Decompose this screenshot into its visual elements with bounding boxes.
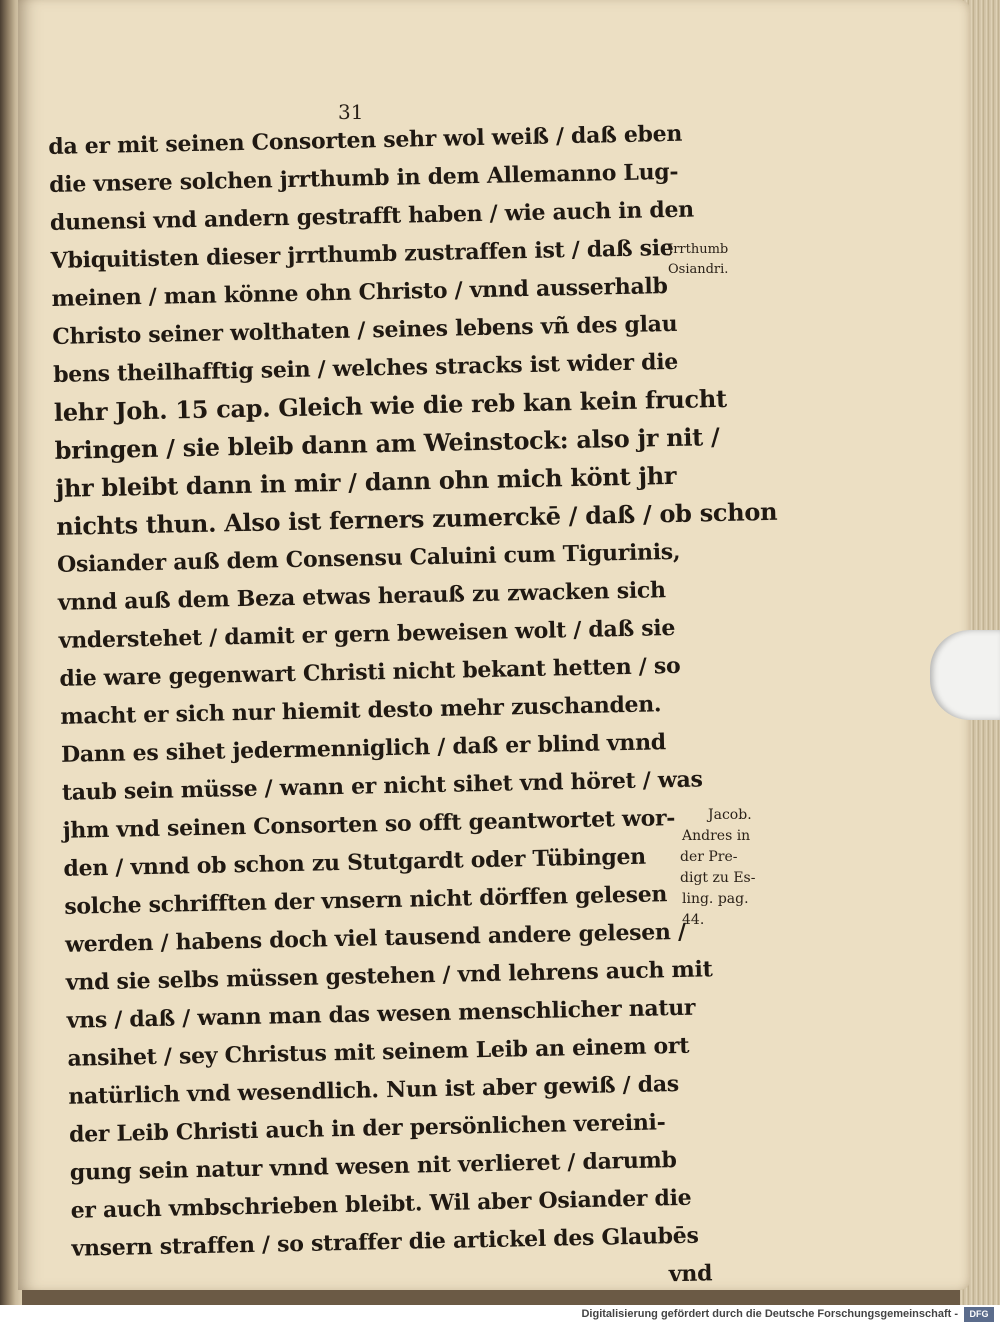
marginal-note-line: der Pre- [680, 849, 738, 865]
footer-bar [0, 1305, 1000, 1326]
text-line: solche schrifften der vnsern nicht dörffen gelesen [64, 881, 668, 920]
text-line: gung sein natur vnnd wesen nit verlieret / darumb [69, 1147, 677, 1186]
text-line: Christo seiner wolthaten / seines lebens vñ des glau [52, 310, 678, 350]
text-line: da er mit seinen Consorten sehr wol weiß / daß eben [48, 120, 683, 160]
text-line: jhm vnd seinen Consorten so offt geantwortet wor- [62, 805, 676, 844]
page-clip [930, 630, 1000, 720]
marginal-note-error [668, 240, 728, 280]
marginal-note-line: digt zu Es- [680, 870, 756, 886]
text-line: den / vnnd ob schon zu Stutgardt oder Tübingen [63, 843, 647, 882]
marginal-note-line: ling. pag. [682, 891, 749, 907]
text-line: Vbiquitisten dieser jrrthumb zustraffen ist / daß sie [50, 234, 674, 274]
text-line: die vnsere solchen jrrthumb in dem Allemanno Lug- [48, 158, 679, 198]
funding-credit: Digitalisierung gefördert durch die Deutsche Forschungsgemeinschaft - [581, 1308, 958, 1320]
text-line: macht er sich nur hiemit desto mehr zuschanden. [60, 691, 662, 730]
text-line: Dann es sihet jedermenniglich / daß er blind vnnd [60, 729, 667, 768]
marginal-note-line: Osiandri. [668, 262, 729, 277]
text-line: meinen / man könne ohn Christo / vnnd ausserhalb [51, 273, 668, 312]
text-line: Osiander auß dem Consensu Caluini cum Tigurinis, [56, 538, 681, 578]
text-line: lehr Joh. 15 cap. Gleich wie die reb kan kein frucht [53, 383, 728, 427]
page-number: 31 [338, 100, 364, 124]
marginal-note-reference [672, 805, 755, 931]
marginal-note-line: Jacob. [708, 807, 752, 823]
text-line: jhr bleibt dann in mir / dann ohn mich könt jhr [55, 460, 677, 503]
text-line: ansihet / sey Christus mit seinem Leib an einem ort [67, 1032, 690, 1072]
catchword: vnd [668, 1260, 713, 1288]
text-line: nichts thun. Also ist ferners zumerckē / daß / ob schon [56, 496, 778, 541]
marginal-note-line: 44. [682, 912, 705, 928]
text-line: vnsern straffen / so straffer die artickel des Glaubēs [71, 1222, 699, 1262]
text-line: der Leib Christi auch in der persönlichen vereini- [68, 1109, 666, 1148]
text-line: vnnd auß dem Beza etwas herauß zu zwacken sich [57, 577, 666, 616]
dfg-logo: DFG [964, 1307, 994, 1322]
text-line: taub sein müsse / wann er nicht sihet vnd höret / was [61, 766, 703, 806]
text-line: bens theilhafftig sein / welches stracks ist wider die [52, 348, 679, 388]
text-line: vnderstehet / damit er gern beweisen wolt / daß sie [58, 614, 676, 654]
text-line: die ware gegenwart Christi nicht bekant hetten / so [59, 652, 681, 692]
text-line: natürlich vnd wesendlich. Nun ist aber gewiß / das [68, 1071, 680, 1110]
text-line: er auch vmbschrieben bleibt. Wil aber Osiander die [70, 1184, 692, 1224]
text-line: dunensi vnd andern gestrafft haben / wie auch in den [49, 196, 695, 236]
text-line: vnd sie selbs müssen gestehen / vnd lehrens auch mit [65, 956, 713, 996]
text-line: bringen / sie bleib dann am Weinstock: also jr nit / [54, 422, 720, 465]
text-line: werden / habens doch viel tausend andere gelesen / [64, 918, 686, 958]
marginal-note-line: Jrrthumb [668, 242, 729, 257]
marginal-note-line: Andres in [682, 828, 751, 844]
text-line: vns / daß / wann man das wesen menschlicher natur [66, 994, 696, 1034]
